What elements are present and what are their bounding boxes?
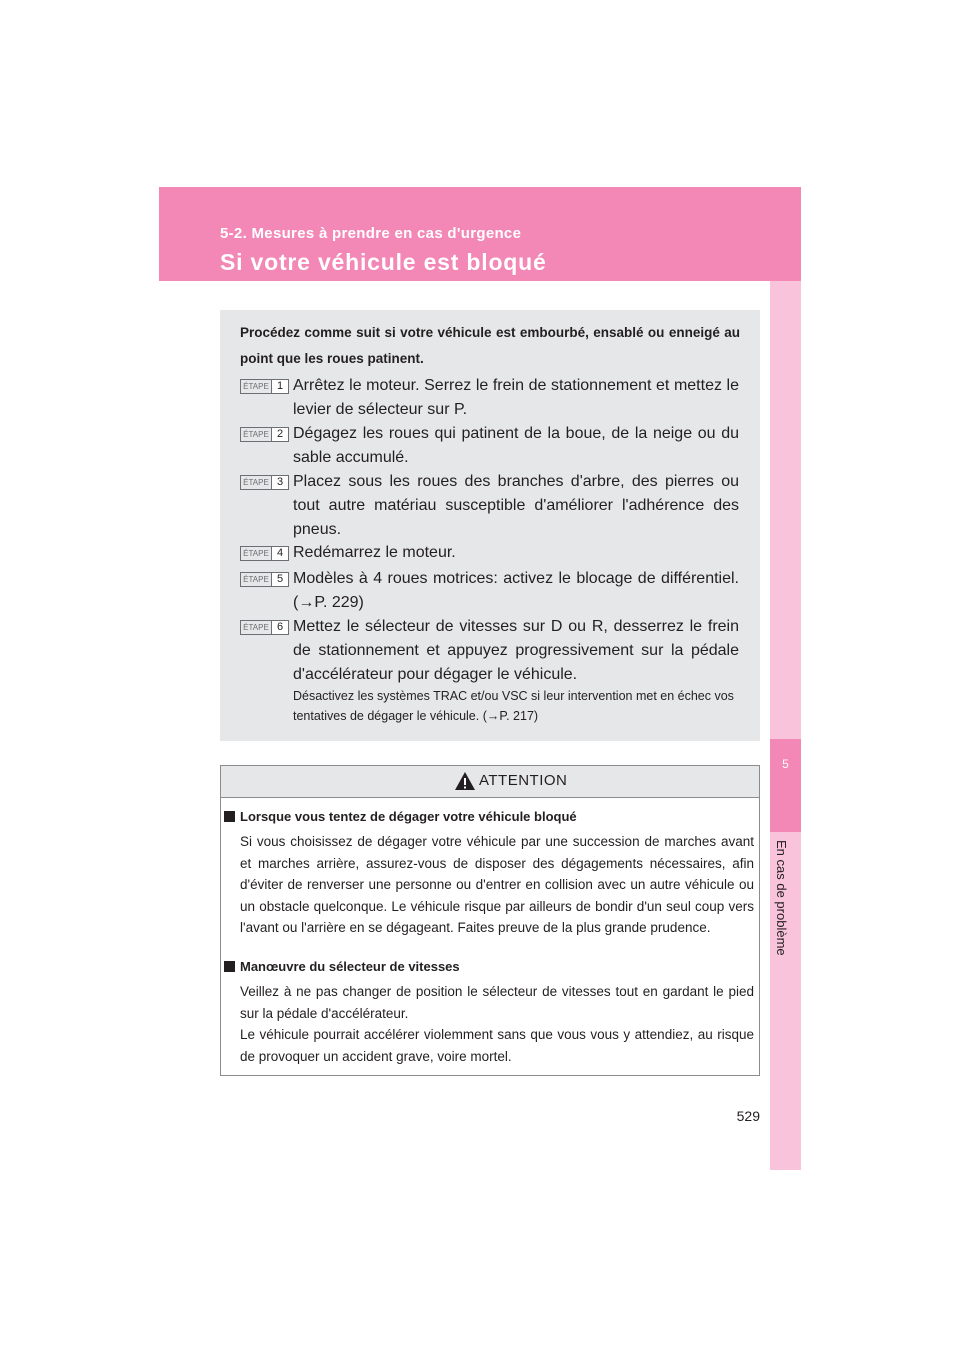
chapter-title: En cas de problème — [774, 840, 789, 956]
step-text: Dégagez les roues qui patinent de la boue, de la neige ou du sable accumulé. — [293, 425, 739, 466]
caution-body-1: Si vous choisissez de dégager votre véhicule par une succession de marches avant et marches arrière, assurez-vous de disposer des dégagements nécessaires, afin d'éviter de renverser une personne ou d'entrer en collision avec un autre véhicule ou un obstacle quelconque. Le véhicule risque par ailleurs de bondir d'un seul coup vers l'avant ou l'arrière en se dégageant. Faites preuve de la plus grande prudence. — [240, 834, 754, 935]
chapter-tab — [770, 739, 801, 832]
step-text: Mettez le sélecteur de vitesses sur D ou R, desserrez le frein de stationnement et appuyez progressivement sur la pédale d'accélérateur pour dégager le véhicule. — [293, 618, 739, 683]
step-text: Placez sous les roues des branches d'arbre, des pierres ou tout autre matériau susceptible d'améliorer l'adhérence des pneus. — [293, 473, 739, 538]
step-badge-word: ÉTAPE — [243, 623, 269, 632]
step-badge — [240, 427, 289, 442]
side-strip — [770, 281, 801, 1170]
caution-label: ATTENTION — [479, 772, 568, 789]
step-badge-number: 6 — [271, 621, 288, 634]
step-badge — [240, 572, 289, 587]
caution-body-2-para-1: Veillez à ne pas changer de position le sélecteur de vitesses tout en gardant le pied sur la pédale d'accélérateur. — [240, 984, 754, 1021]
step-note: Désactivez les systèmes TRAC et/ou VSC si leur intervention met en échec vos tentatives de dégager le véhicule. (→P. 217) — [293, 689, 734, 723]
caution-header — [221, 766, 759, 798]
step-text: Redémarrez le moteur. — [293, 544, 456, 561]
step-badge — [240, 379, 289, 394]
step-badge — [240, 475, 289, 490]
step-badge-word: ÉTAPE — [243, 430, 269, 439]
caution-heading-text: Manœuvre du sélecteur de vitesses — [240, 959, 460, 974]
procedure-intro: Procédez comme suit si votre véhicule est embourbé, ensablé ou enneigé au point que les roues patinent. — [240, 325, 740, 366]
caution-body-2 — [240, 981, 754, 1067]
step-badge-number: 2 — [271, 428, 288, 441]
caution-heading-text: Lorsque vous tentez de dégager votre véhicule bloqué — [240, 809, 577, 824]
section-label: 5-2. Mesures à prendre en cas d'urgence — [220, 225, 522, 242]
step-badge-word: ÉTAPE — [243, 575, 269, 584]
step-badge-number: 3 — [271, 476, 288, 489]
step-badge-number: 5 — [271, 573, 288, 586]
caution-body-2-para-2: Le véhicule pourrait accélérer violemment sans que vous vous y attendiez, au risque de provoquer un accident grave, voire mortel. — [240, 1027, 754, 1064]
step-badge — [240, 620, 289, 635]
square-bullet-icon — [224, 811, 235, 822]
step-badge — [240, 546, 289, 561]
step-badge-word: ÉTAPE — [243, 549, 269, 558]
caution-heading-1 — [224, 807, 744, 827]
caution-heading-2 — [224, 957, 744, 977]
warning-triangle-icon — [454, 771, 476, 791]
step-badge-number: 4 — [271, 547, 288, 560]
page-number: 529 — [736, 1108, 760, 1124]
step-text: Modèles à 4 roues motrices: activez le blocage de différentiel. (→P. 229) — [293, 570, 739, 611]
page-title: Si votre véhicule est bloqué — [220, 249, 547, 275]
step-badge-number: 1 — [271, 380, 288, 393]
step-text: Arrêtez le moteur. Serrez le frein de stationnement et mettez le levier de sélecteur sur P. — [293, 377, 739, 418]
chapter-number: 5 — [782, 757, 789, 771]
step-badge-word: ÉTAPE — [243, 478, 269, 487]
step-badge-word: ÉTAPE — [243, 382, 269, 391]
square-bullet-icon — [224, 961, 235, 972]
